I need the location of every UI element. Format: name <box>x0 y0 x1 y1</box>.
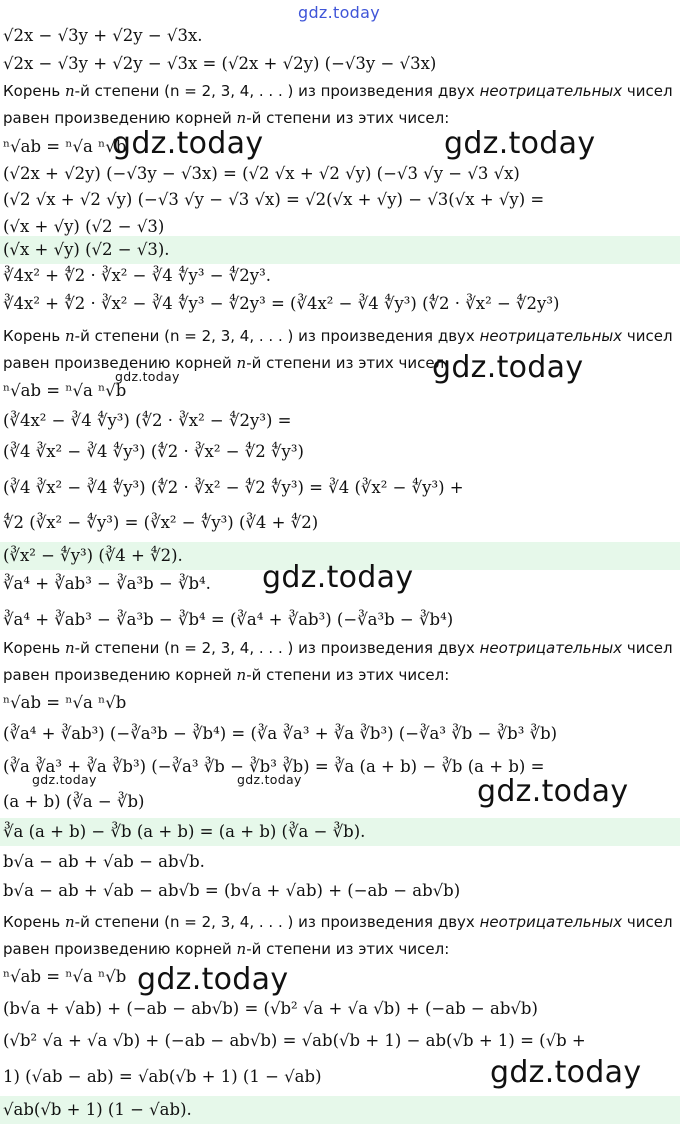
math-line: √2x − √3y + √2y − √3x. <box>3 26 203 45</box>
watermark: gdz.today <box>112 126 264 161</box>
watermark-small: gdz.today <box>115 369 180 384</box>
theorem-text: -й степени из этих чисел: <box>246 109 450 127</box>
theorem-text: -й степени из этих чисел: <box>246 940 450 958</box>
theorem-text: Корень <box>3 82 65 100</box>
math-line: ⁿ√ab = ⁿ√a ⁿ√b <box>3 693 127 712</box>
emphasis-word: неотрицательных <box>479 639 623 657</box>
watermark-small: gdz.today <box>237 772 302 787</box>
theorem-text: равен произведению корней <box>3 109 237 127</box>
theorem-line <box>0 634 680 662</box>
math-line: (∛a ∛a³ + ∛a ∛b³) (−∛a³ ∛b − ∛b³ ∛b) = ∛a (a + b) − ∛b (a + b) = <box>3 757 545 776</box>
theorem-text: -й степени (n = 2, 3, 4, . . . ) из произведения двух <box>74 913 480 931</box>
theorem-text: -й степени из этих чисел: <box>246 666 450 684</box>
theorem-text: -й степени (n = 2, 3, 4, . . . ) из произведения двух <box>74 639 480 657</box>
watermark-small: gdz.today <box>32 772 97 787</box>
theorem-text: Корень <box>3 327 65 345</box>
variable-n: n <box>65 327 75 345</box>
math-line: (∛4 ∛x² − ∛4 ∜y³) (∜2 · ∛x² − ∜2 ∜y³) = ∛4 (∛x² − ∜y³) + <box>3 478 464 497</box>
variable-n: n <box>236 940 247 958</box>
answer-line: (∛x² − ∜y³) (∛4 + ∜2). <box>0 542 680 570</box>
theorem-line <box>0 322 680 350</box>
theorem-text: Корень <box>3 913 65 931</box>
math-line: b√a − ab + √ab − ab√b. <box>3 852 205 871</box>
theorem-text: равен произведению корней <box>3 354 237 372</box>
variable-n: n <box>65 913 75 931</box>
theorem-line <box>0 935 680 963</box>
watermark: gdz.today <box>477 774 629 809</box>
theorem-text: Корень <box>3 639 65 657</box>
variable-n: n <box>236 109 247 127</box>
math-line: ∜2 (∛x² − ∜y³) = (∛x² − ∜y³) (∛4 + ∜2) <box>3 513 319 532</box>
math-line: ∛a⁴ + ∛ab³ − ∛a³b − ∛b⁴. <box>3 574 211 593</box>
watermark: gdz.today <box>490 1055 642 1090</box>
theorem-text: -й степени (n = 2, 3, 4, . . . ) из произведения двух <box>74 327 480 345</box>
variable-n: n <box>65 82 75 100</box>
math-line: (∛4x² − ∛4 ∜y³) (∜2 · ∛x² − ∜2y³) = <box>3 411 292 430</box>
theorem-line <box>0 908 680 936</box>
variable-n: n <box>65 639 75 657</box>
theorem-line <box>0 77 680 105</box>
math-line: ∛4x² + ∜2 · ∛x² − ∛4 ∜y³ − ∜2y³ = (∛4x² − ∛4 ∜y³) (∜2 · ∛x² − ∜2y³) <box>3 294 560 313</box>
math-line: b√a − ab + √ab − ab√b = (b√a + √ab) + (−ab − ab√b) <box>3 881 461 900</box>
variable-n: n <box>236 354 247 372</box>
math-line: (√b² √a + √a √b) + (−ab − ab√b) = √ab(√b + 1) − ab(√b + 1) = (√b + <box>3 1031 586 1050</box>
theorem-text: чисел <box>622 327 673 345</box>
watermark: gdz.today <box>137 962 289 997</box>
math-line: (∛4 ∛x² − ∛4 ∜y³) (∜2 · ∛x² − ∜2 ∜y³) <box>3 442 304 461</box>
emphasis-word: неотрицательных <box>479 913 623 931</box>
watermark: gdz.today <box>444 126 596 161</box>
theorem-text: чисел <box>622 913 673 931</box>
answer-line: (√x + √y) (√2 − √3). <box>0 236 680 264</box>
emphasis-word: неотрицательных <box>479 327 623 345</box>
math-line: ⁿ√ab = ⁿ√a ⁿ√b <box>3 967 127 986</box>
math-line: 1) (√ab − ab) = √ab(√b + 1) (1 − √ab) <box>3 1067 322 1086</box>
theorem-text: чисел <box>622 82 673 100</box>
math-line: (√x + √y) (√2 − √3) <box>3 217 165 236</box>
watermark: gdz.today <box>432 350 584 385</box>
math-line: √2x − √3y + √2y − √3x = (√2x + √2y) (−√3y − √3x) <box>3 54 437 73</box>
theorem-text: -й степени (n = 2, 3, 4, . . . ) из произведения двух <box>74 82 480 100</box>
theorem-text: -й степени из этих чисел: <box>246 354 450 372</box>
theorem-line <box>0 661 680 689</box>
math-line: (∛a⁴ + ∛ab³) (−∛a³b − ∛b⁴) = (∛a ∛a³ + ∛a ∛b³) (−∛a³ ∛b − ∛b³ ∛b) <box>3 724 558 743</box>
math-line: (a + b) (∛a − ∛b) <box>3 792 145 811</box>
emphasis-word: неотрицательных <box>479 82 623 100</box>
math-line: ⁿ√ab = ⁿ√a ⁿ√b <box>3 137 127 156</box>
math-line: ∛a⁴ + ∛ab³ − ∛a³b − ∛b⁴ = (∛a⁴ + ∛ab³) (−∛a³b − ∛b⁴) <box>3 610 454 629</box>
watermark-top: gdz.today <box>298 3 380 22</box>
math-line: ∛4x² + ∜2 · ∛x² − ∛4 ∜y³ − ∜2y³. <box>3 266 271 285</box>
watermark: gdz.today <box>262 560 414 595</box>
theorem-text: равен произведению корней <box>3 666 237 684</box>
answer-line: √ab(√b + 1) (1 − √ab). <box>0 1096 680 1124</box>
theorem-text: чисел <box>622 639 673 657</box>
math-line: (√2x + √2y) (−√3y − √3x) = (√2 √x + √2 √y) (−√3 √y − √3 √x) <box>3 164 520 183</box>
theorem-text: равен произведению корней <box>3 940 237 958</box>
math-line: ⁿ√ab = ⁿ√a ⁿ√b <box>3 381 127 400</box>
answer-line: ∛a (a + b) − ∛b (a + b) = (a + b) (∛a − ∛b). <box>0 818 680 846</box>
math-line: (√2 √x + √2 √y) (−√3 √y − √3 √x) = √2(√x + √y) − √3(√x + √y) = <box>3 190 545 209</box>
math-line: (b√a + √ab) + (−ab − ab√b) = (√b² √a + √a √b) + (−ab − ab√b) <box>3 999 538 1018</box>
variable-n: n <box>236 666 247 684</box>
